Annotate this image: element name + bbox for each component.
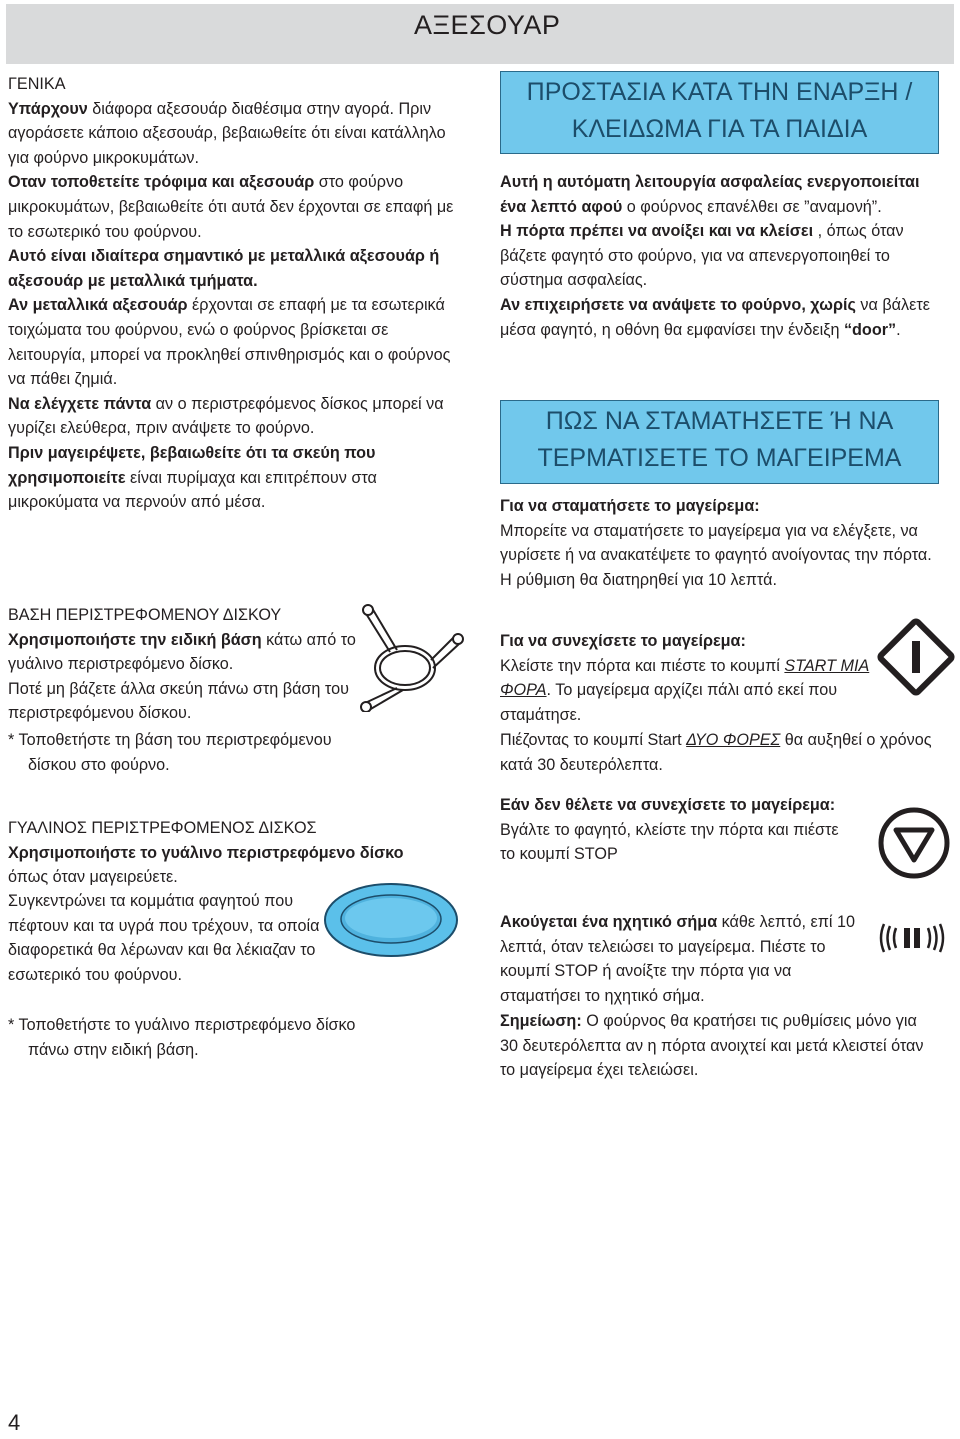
child-lock-paragraph-2: Η πόρτα πρέπει να ανοίξει και να κλείσει , όπως όταν βάζετε φαγητό στο φούρνο, για να απενεργοποιηθεί το σύστημα ασφαλείας. <box>500 222 904 290</box>
base-note-line-2: δίσκου στο φούρνο. <box>28 755 170 774</box>
no-continue-heading: Εάν δεν θέλετε να συνεχίσετε το μαγείρεμα: <box>500 796 836 814</box>
child-lock-banner-line-1: ΠΡΟΣΤΑΣΙΑ ΚΑΤΑ ΤΗΝ ΕΝΑΡΞΗ / <box>526 78 913 106</box>
stop-button-icon <box>877 806 951 880</box>
continue-section-2 <box>500 728 940 777</box>
turntable-support-icon <box>355 604 465 712</box>
base-heading: ΒΑΣΗ ΠΕΡΙΣΤΡΕΦΟΜΕΝΟΥ ΔΙΣΚΟΥ <box>8 606 282 624</box>
glass-note-line-2: πάνω στην ειδική βάση. <box>28 1040 199 1059</box>
child-lock-paragraph-3: Αν επιχειρήσετε να ανάψετε το φούρνο, χωρίς να βάλετε μέσα φαγητό, η οθόνη θα εμφανίσει την ένδειξη “door”. <box>500 295 930 339</box>
base-paragraph-1: Χρησιμοποιήστε την ειδική βάση κάτω από το γυάλινο περιστρεφόμενο δίσκο. <box>8 630 356 674</box>
stop-cooking-banner-line-1: ΠΩΣ ΝΑ ΣΤΑΜΑΤΗΣΕΤΕ Ή ΝΑ <box>545 407 894 435</box>
child-lock-section <box>500 170 940 342</box>
beep-paragraph: Ακούγεται ένα ηχητικό σήμα κάθε λεπτό, επί 10 λεπτά, όταν τελειώσει το μαγείρεμα. Πιέστε το κουμπί STOP ή ανοίξτε την πόρτα για να σταματήσει το ηχητικό σήμα. <box>500 913 855 1005</box>
page-title: ΑΞΕΣΟΥΑΡ <box>414 10 561 40</box>
continue-paragraph-2: Πιέζοντας το κουμπί Start ΔΥΟ ΦΟΡΕΣ θα αυξηθεί ο χρόνος κατά 30 δευτερόλεπτα. <box>500 731 932 774</box>
continue-section <box>500 629 870 727</box>
base-note-line-1: * Τοποθετήστε τη βάση του περιστρεφόμενου <box>8 731 332 749</box>
general-paragraph-4: Αν μεταλλικά αξεσουάρ έρχονται σε επαφή με τα εσωτερικά τοιχώματα του φούρνου, ενώ ο φούρνος βρίσκεται σε λειτουργία, μπορεί να προκληθεί σπινθηρισμός και ο φούρνος να πάθει ζημιά. <box>8 296 451 389</box>
note-paragraph: Σημείωση: Ο φούρνος θα κρατήσει τις ρυθμίσεις μόνο για 30 δευτερόλεπτα αν η πόρτα ανοιχτεί και μετά κλειστεί όταν το μαγείρεμα έχει τελειώσει. <box>500 1012 924 1080</box>
child-lock-banner <box>500 71 939 154</box>
glass-note <box>8 1013 448 1062</box>
no-continue-paragraph: Βγάλτε το φαγητό, κλείστε την πόρτα και πιέστε το κουμπί STOP <box>500 820 839 864</box>
beep-section <box>500 910 875 1008</box>
glass-section <box>8 816 433 890</box>
continue-heading: Για να συνεχίσετε το μαγείρεμα: <box>500 632 746 650</box>
general-heading: ΓΕΝΙΚΑ <box>8 75 66 93</box>
base-paragraph-2: Ποτέ μη βάζετε άλλα σκεύη πάνω στη βάση του περιστρεφόμενου δίσκου. <box>8 679 349 723</box>
glass-plate-icon <box>322 880 460 960</box>
child-lock-banner-line-2: ΚΛΕΙΔΩΜΑ ΓΙΑ ΤΑ ΠΑΙΔΙΑ <box>571 115 868 143</box>
glass-paragraph-2: Συγκεντρώνει τα κομμάτια φαγητού που πέφτουν και τα υγρά που τρέχουν, τα οποία διαφορετικά θα λέρωναν και θα λέκιαζαν το εσωτερικό του φούρνου. <box>8 892 320 984</box>
general-paragraph-1: Υπάρχουν διάφορα αξεσουάρ διαθέσιμα στην αγορά. Πριν αγοράσετε κάποιο αξεσουάρ, βεβαιωθείτε ότι είναι κατάλληλο για φούρνο μικροκυμάτων. <box>8 99 446 167</box>
note-section <box>500 1009 930 1083</box>
glass-paragraph-1: Χρησιμοποιήστε το γυάλινο περιστρεφόμενο δίσκο όπως όταν μαγειρεύετε. <box>8 843 404 887</box>
no-continue-section <box>500 793 845 867</box>
glass-note-line-1: * Τοποθετήστε το γυάλινο περιστρεφόμενο δίσκο <box>8 1016 356 1034</box>
start-button-icon <box>876 617 956 697</box>
stop-section <box>500 494 940 592</box>
glass-section-2 <box>8 889 328 987</box>
stop-cooking-banner <box>500 400 939 484</box>
child-lock-paragraph-1: Αυτή η αυτόματη λειτουργία ασφαλείας ενεργοποιείται ένα λεπτό αφού ο φούρνος επανέλθει σε ”αναμονή”. <box>500 173 920 216</box>
page-number: 4 <box>8 1410 21 1435</box>
general-paragraph-3: Αυτό είναι ιδιαίτερα σημαντικό με μεταλλικά αξεσουάρ ή αξεσουάρ με μεταλλικά τμήματα. <box>8 247 440 290</box>
continue-paragraph-1: Κλείστε την πόρτα και πιέστε το κουμπί START ΜΙΑ ΦΟΡΑ. Το μαγείρεμα αρχίζει πάλι από εκεί που σταμάτησε. <box>500 656 870 724</box>
stop-heading: Για να σταματήσετε το μαγείρεμα: <box>500 497 760 515</box>
beep-sound-icon <box>876 918 956 958</box>
base-section <box>8 603 360 726</box>
left-column <box>8 72 458 515</box>
stop-cooking-banner-line-2: ΤΕΡΜΑΤΙΣΕΤΕ ΤΟ ΜΑΓΕΙΡΕΜΑ <box>537 444 902 472</box>
base-note <box>8 728 448 777</box>
general-paragraph-2: Οταν τοποθετείτε τρόφιμα και αξεσουάρ στο φούρνο μικροκυμάτων, βεβαιωθείτε ότι αυτά δεν έρχονται σε επαφή με το εσωτερικό του φούρνου. <box>8 173 454 241</box>
general-paragraph-5: Να ελέγχετε πάντα αν ο περιστρεφόμενος δίσκος μπορεί να γυρίζει ελεύθερα, πριν ανάψετε το φούρνο. <box>8 394 444 438</box>
glass-heading: ΓΥΑΛΙΝΟΣ ΠΕΡΙΣΤΡΕΦΟΜΕΝΟΣ ΔΙΣΚΟΣ <box>8 819 317 837</box>
general-paragraph-6: Πριν μαγειρέψετε, βεβαιωθείτε ότι τα σκεύη που χρησιμοποιείτε είναι πυρίμαχα και επιτρέπουν στα μικροκύματα να περνούν από μέσα. <box>8 443 377 512</box>
stop-paragraph: Μπορείτε να σταματήσετε το μαγείρεμα για να ελέγξετε, να γυρίσετε ή να ανακατέψετε το φαγητό ανοίγοντας την πόρτα. Η ρύθμιση θα διατηρηθεί για 10 λεπτά. <box>500 521 932 589</box>
